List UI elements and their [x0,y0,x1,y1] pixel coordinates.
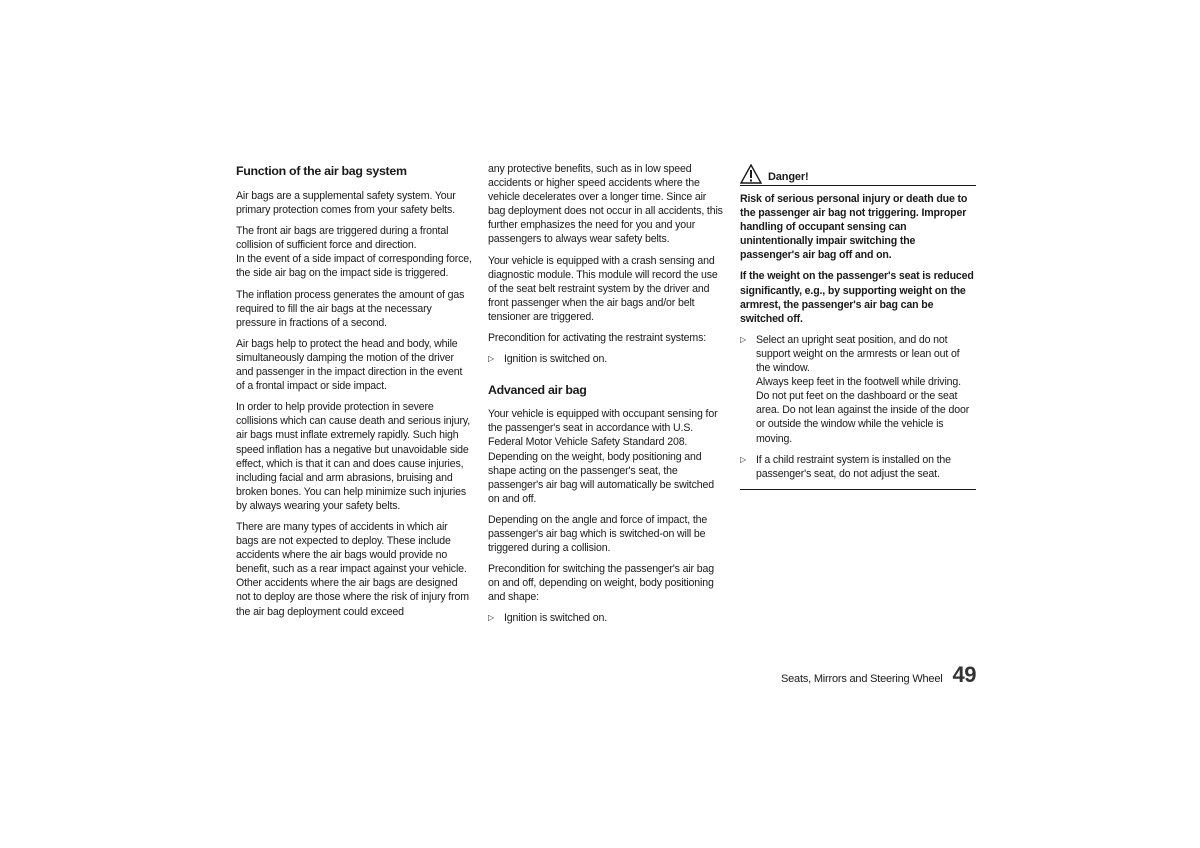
bullet-text: Select an upright seat position, and do not support weight on the armrests or lean out of the window. [756,333,960,375]
danger-header [740,162,976,186]
triangle-bullet-icon: ▷ [740,454,747,464]
bullet-item [488,611,724,625]
paragraph: Your vehicle is equipped with occupant sensing for the passenger's seat in accordance with U.S. Federal Motor Vehicle Safety Standard 208. Depending on the weight, body positioning and shape acting on the passenger's seat, the passenger's air bag will automatically be switched on and off. [488,408,718,505]
column-left [236,162,472,626]
section-heading-advanced: Advanced air bag [488,383,587,398]
paragraph: Precondition for activating the restraint systems: [488,332,707,345]
bullet-item [488,352,724,366]
warning-triangle-icon [740,164,762,184]
paragraph: Depending on the angle and force of impact, the passenger's air bag which is switched-on will be triggered during a collision. [488,513,708,555]
paragraph: any protective benefits, such as in low speed accidents or higher speed accidents where the vehicle decelerates over a longer time. Since air bag deployment does not occur in all accidents, this further emphasizes the need for you and your passengers to always wear safety belts. [488,163,723,246]
page-number: 49 [952,662,976,687]
bullet-item [740,453,976,481]
triangle-bullet-icon: ▷ [740,334,747,344]
section-heading-function: Function of the air bag system [236,164,407,178]
paragraph-line: In the event of a side impact of corresponding force, the side air bag on the impact side is triggered. [236,253,472,280]
bullet-item [740,333,976,446]
danger-end-divider [740,488,976,490]
paragraph: Precondition for switching the passenger's air bag on and off, depending on weight, body positioning and shape: [488,563,714,604]
paragraph-line: The front air bags are triggered during a frontal collision of sufficient force and direction. [236,225,449,252]
bullet-text: Always keep feet in the footwell while driving. Do not put feet on the dashboard or the seat area. Do not lean against the inside of the door or outside the window while the vehicle is moving. [756,376,970,445]
danger-title: Danger! [768,171,809,183]
paragraph: Air bags are a supplemental safety system. Your primary protection comes from your safety belts. [236,190,456,217]
paragraph: Your vehicle is equipped with a crash sensing and diagnostic module. This module will record the use of the seat belt restraint system by the driver and front passenger when the air bags and/or belt tensioner are triggered. [488,254,718,323]
column-right [740,162,976,490]
column-middle [488,162,724,633]
page-footer [781,662,976,688]
paragraph: The inflation process generates the amount of gas required to fill the air bags at the necessary pressure in fractions of a second. [236,288,465,329]
triangle-bullet-icon: ▷ [488,613,495,623]
bullet-text: If a child restraint system is installed on the passenger's seat, do not adjust the seat. [756,453,951,480]
footer-section-title: Seats, Mirrors and Steering Wheel [780,673,943,685]
triangle-bullet-icon: ▷ [488,354,495,364]
warning-text: If the weight on the passenger's seat is reduced significantly, e.g., by supporting weight on the armrest, the passenger's air bag can be switched off. [740,270,974,325]
bullet-text: Ignition is switched on. [504,353,607,366]
paragraph: There are many types of accidents in which air bags are not expected to deploy. These include accidents where the air bags would provide no benefit, such as a rear impact against your vehicle. Other accidents where the air bags are designed not to deploy are those where the risk of injury from the air bag deployment could exceed [236,520,469,618]
warning-text: Risk of serious personal injury or death due to the passenger air bag not triggering. Improper handling of occupant sensing can unintentionally impair switching the passenger's air bag off and on. [740,193,968,262]
paragraph: Air bags help to protect the head and body, while simultaneously damping the motion of the driver and passenger in the impact direction in the event of a frontal impact or side impact. [236,337,463,393]
paragraph: In order to help provide protection in severe collisions which can cause death and serious injury, air bags must inflate extremely rapidly. Such high speed inflation has a negative but unavoidable side effect, which is that it can and does cause injuries, including facial and arm abrasions, bruising and broken bones. You can help minimize such injuries by always wearing your safety belts. [236,401,471,512]
paragraph [236,224,472,280]
bullet-text: Ignition is switched on. [504,612,607,625]
